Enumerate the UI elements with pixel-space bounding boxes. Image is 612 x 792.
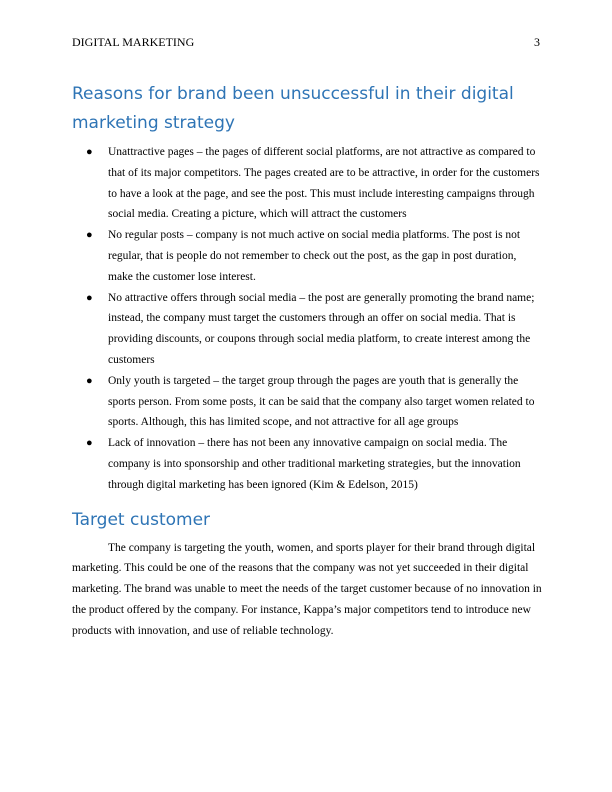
bullet-icon: ● [86, 374, 93, 387]
page-content [72, 80, 542, 642]
list-item-text: Unattractive pages – the pages of different social platforms, are not attractive as compared to that of its major competitors. The pages created are to be attractive, in order for the customers to have a look at the page, and see the post. This must include interesting campaigns through social media. Creating a picture, which will attract the customers [108, 146, 540, 221]
section-heading-reasons: Reasons for brand been unsuccessful in their digital marketing strategy [72, 84, 514, 133]
list-item [72, 371, 542, 433]
reasons-list [72, 142, 542, 496]
list-item-text: Only youth is targeted – the target group through the pages are youth that is generally the sports person. From some posts, it can be said that the company also target women related to sports. Although, this has limited scope, and not attractive for all age groups [108, 374, 535, 429]
bullet-icon: ● [86, 146, 93, 158]
list-item [72, 225, 542, 287]
running-head-title: DIGITAL MARKETING [72, 35, 195, 49]
list-item [72, 142, 542, 225]
bullet-icon: ● [86, 437, 93, 450]
list-item [72, 288, 542, 371]
bullet-icon: ● [86, 229, 93, 242]
bullet-icon: ● [86, 291, 93, 304]
page-number: 3 [534, 35, 540, 49]
target-customer-paragraph: The company is targeting the youth, women, and sports player for their brand through digital marketing. This could be one of the reasons that the company was not yet succeeded in their digital marketing. The brand was unable to meet the needs of the target customer because of no innovation in the product offered by the company. For instance, Kappa’s major competitors tend to introduce new products with innovation, and use of reliable technology. [72, 541, 542, 637]
list-item-text: No attractive offers through social media – the post are generally promoting the brand name; instead, the company must target the customers through an offer on social media. That is providing discounts, or coupons through social media platform, to create interest among the customers [108, 291, 535, 366]
list-item-text: Lack of innovation – there has not been any innovative campaign on social media. The company is into sponsorship and other traditional marketing strategies, but the innovation through digital marketing has been ignored (Kim & Edelson, 2015) [108, 437, 521, 491]
list-item [72, 433, 542, 495]
list-item-text: No regular posts – company is not much active on social media platforms. The post is not regular, that is people do not remember to check out the post, as the gap in post duration, make the customer lose interest. [108, 229, 521, 283]
section-heading-target-customer: Target customer [72, 509, 211, 530]
